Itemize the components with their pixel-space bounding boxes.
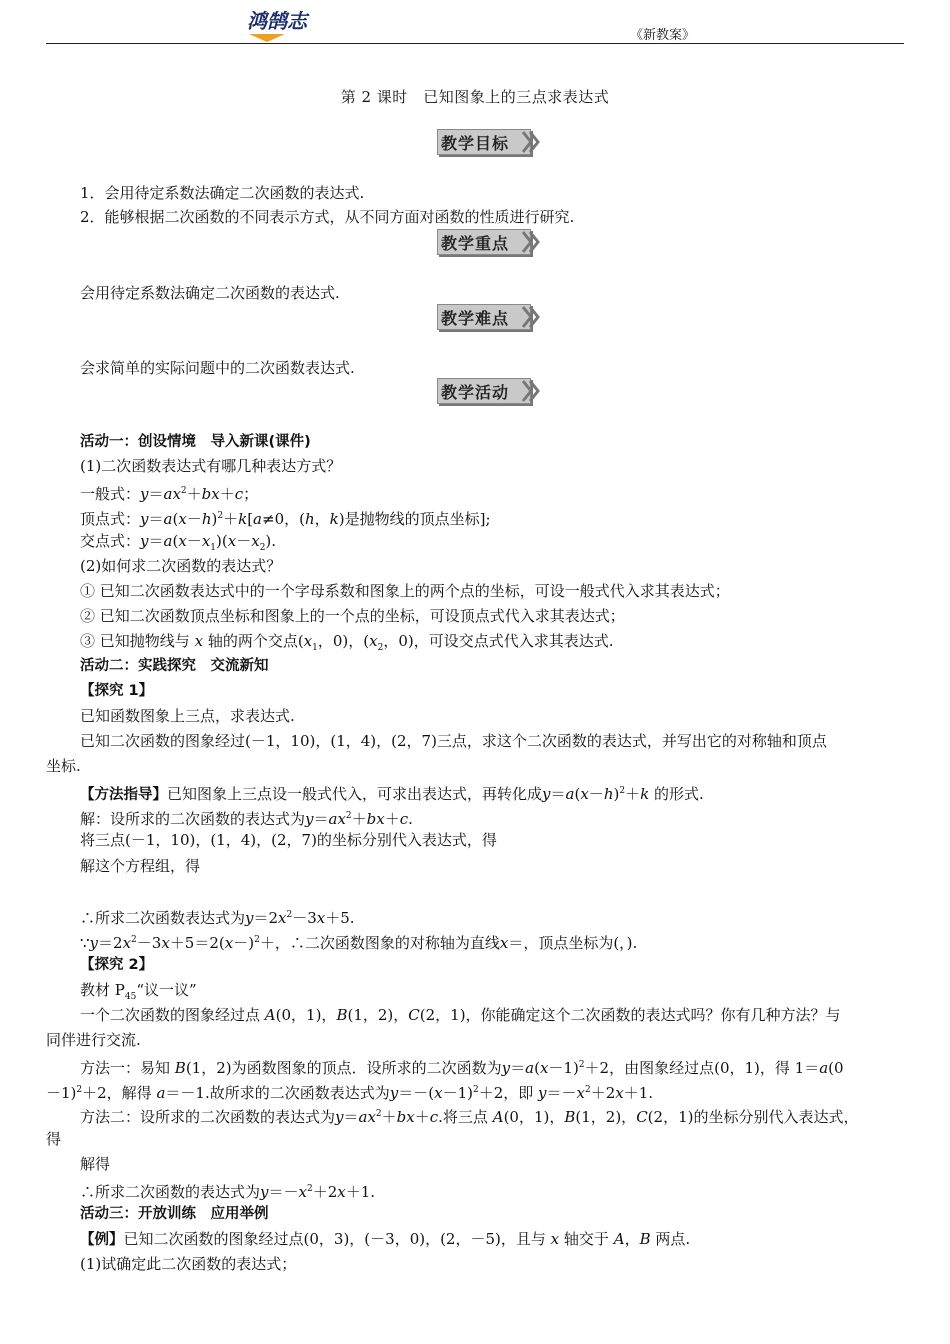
explore1-problem: 已知二次函数的图象经过(－1，10)，(1，4)，(2，7)三点，求这个二次函数的表达式，并写出它的对称轴和顶点 bbox=[80, 732, 827, 750]
badge-goals bbox=[437, 129, 543, 157]
explore2-problem: 一个二次函数的图象经过点 A(0，1)，B(1，2)，C(2，1)，你能确定这个二次函数的表达式吗？你有几种方法？与 bbox=[80, 1006, 841, 1024]
activity1-heading: 活动一：创设情境 导入新课(课件) bbox=[80, 434, 311, 450]
goal-2: 2．能够根据二次函数的不同表示方式，从不同方面对函数的性质进行研究. bbox=[80, 208, 575, 226]
substitute-line: 将三点(－1，10)，(1，4)，(2，7)的坐标分别代入表达式，得 bbox=[80, 831, 497, 849]
example-q1: (1)试确定此二次函数的表达式； bbox=[80, 1255, 297, 1273]
double-chevron-icon bbox=[521, 230, 541, 254]
badge-difficulties-label: 教学难点 bbox=[441, 309, 510, 328]
page-title: 第 2 课时 已知图象上的三点求表达式 bbox=[340, 88, 610, 106]
badge-goals-label: 教学目标 bbox=[441, 134, 510, 153]
method-guidance: 【方法指导】已知图象上三点设一般式代入，可求出表达式，再转化成$y=a(x-h)^2+k$ 的形式. bbox=[80, 785, 704, 803]
result2-line: ∴所求二次函数的表达式为$y=-x^2+2x+1$. bbox=[80, 1183, 376, 1201]
book-title: 《新教案》 bbox=[630, 28, 696, 43]
explore1-problem-cont: 坐标. bbox=[46, 757, 81, 775]
symmetry-line: $\because y=2x^2-3x+5=2(x-)^2+$，∴二次函数图象的对称轴为直线x＝，顶点坐标为(，). bbox=[80, 934, 638, 952]
general-form: 一般式：$y=ax^2+bx+c$； bbox=[80, 485, 259, 503]
activity2-heading: 活动二：实践探究 交流新知 bbox=[80, 658, 269, 674]
double-chevron-icon bbox=[521, 305, 541, 329]
method-one: 方法一：易知 B(1，2)为函数图象的顶点．设所求的二次函数为$y=a(x-1)^2+2$，由图象经过点(0，1)，得 1＝a(0 bbox=[80, 1059, 844, 1077]
example-line: 【例】已知二次函数的图象经过点(0，3)，(－3，0)，(2，－5)，且与 x 轴交于 A，B 两点. bbox=[80, 1230, 691, 1248]
solve2-line: 解得 bbox=[80, 1155, 111, 1173]
logo-text: 鸿鹄志 bbox=[247, 9, 307, 33]
explore2-tag: 【探究 2】 bbox=[80, 957, 154, 973]
method-2: ② 已知二次函数顶点坐标和图象上的一个点的坐标，可设顶点式代入求其表达式； bbox=[80, 607, 625, 625]
header-rule bbox=[46, 43, 904, 44]
logo-graphic bbox=[245, 4, 325, 42]
method-3: ③ 已知抛物线与 x 轴的两个交点($x_1$，0)，($x_2$，0)，可设交点式代入求其表达式. bbox=[80, 632, 614, 653]
badge-difficulties bbox=[437, 304, 543, 332]
badge-activities-label: 教学活动 bbox=[441, 383, 510, 402]
method-two: 方法二：设所求的二次函数的表达式为$y=ax^2+bx+c$.将三点 A(0，1)，B(1，2)，C(2，1)的坐标分别代入表达式， bbox=[80, 1108, 859, 1126]
result-line: ∴所求二次函数表达式为$y=2x^2-3x+5$. bbox=[80, 909, 355, 927]
activity3-heading: 活动三：开放训练 应用举例 bbox=[80, 1206, 269, 1222]
badge-key-points bbox=[437, 229, 543, 257]
key-point-text: 会用待定系数法确定二次函数的表达式. bbox=[80, 284, 340, 302]
method-1: ① 已知二次函数表达式中的一个字母系数和图象上的两个点的坐标，可设一般式代入求其表达式； bbox=[80, 582, 730, 600]
explore1-tag: 【探究 1】 bbox=[80, 683, 154, 699]
vertex-form: 顶点式：$y=a(x-h)^2+k[a\ne 0$，(h，k)是抛物线的顶点坐标]; bbox=[80, 510, 491, 528]
solve-line: 解这个方程组，得 bbox=[80, 857, 201, 875]
double-chevron-icon bbox=[521, 130, 541, 154]
activity1-q1: (1)二次函数表达式有哪几种表达方式？ bbox=[80, 457, 342, 475]
logo bbox=[245, 4, 325, 42]
badge-key-points-label: 教学重点 bbox=[441, 234, 510, 253]
explore2-problem-cont: 同伴进行交流. bbox=[46, 1031, 141, 1049]
activity1-q2: (2)如何求二次函数的表达式？ bbox=[80, 557, 282, 575]
explore1-intro: 已知函数图象上三点，求表达式. bbox=[80, 707, 295, 725]
badge-activities bbox=[437, 378, 543, 406]
difficulty-text: 会求简单的实际问题中的二次函数表达式. bbox=[80, 359, 355, 377]
goal-1: 1．会用待定系数法确定二次函数的表达式. bbox=[80, 184, 365, 202]
textbook-ref: 教材 $P_{45}“$议一议” bbox=[80, 981, 197, 1002]
method-two-cont: 得 bbox=[46, 1130, 62, 1148]
solution-intro: 解：设所求的二次函数的表达式为$y=ax^2+bx+c$. bbox=[80, 810, 413, 828]
intercept-form: 交点式：$y=a(x-x_1)(x-x_2)$. bbox=[80, 532, 277, 553]
double-chevron-icon bbox=[521, 379, 541, 403]
method-one-cont: －1)$^2$＋2，解得 a＝－1.故所求的二次函数表达式为$y=-(x-1)^2+2$，即 $y=-x^2+2x+1$. bbox=[46, 1084, 654, 1102]
